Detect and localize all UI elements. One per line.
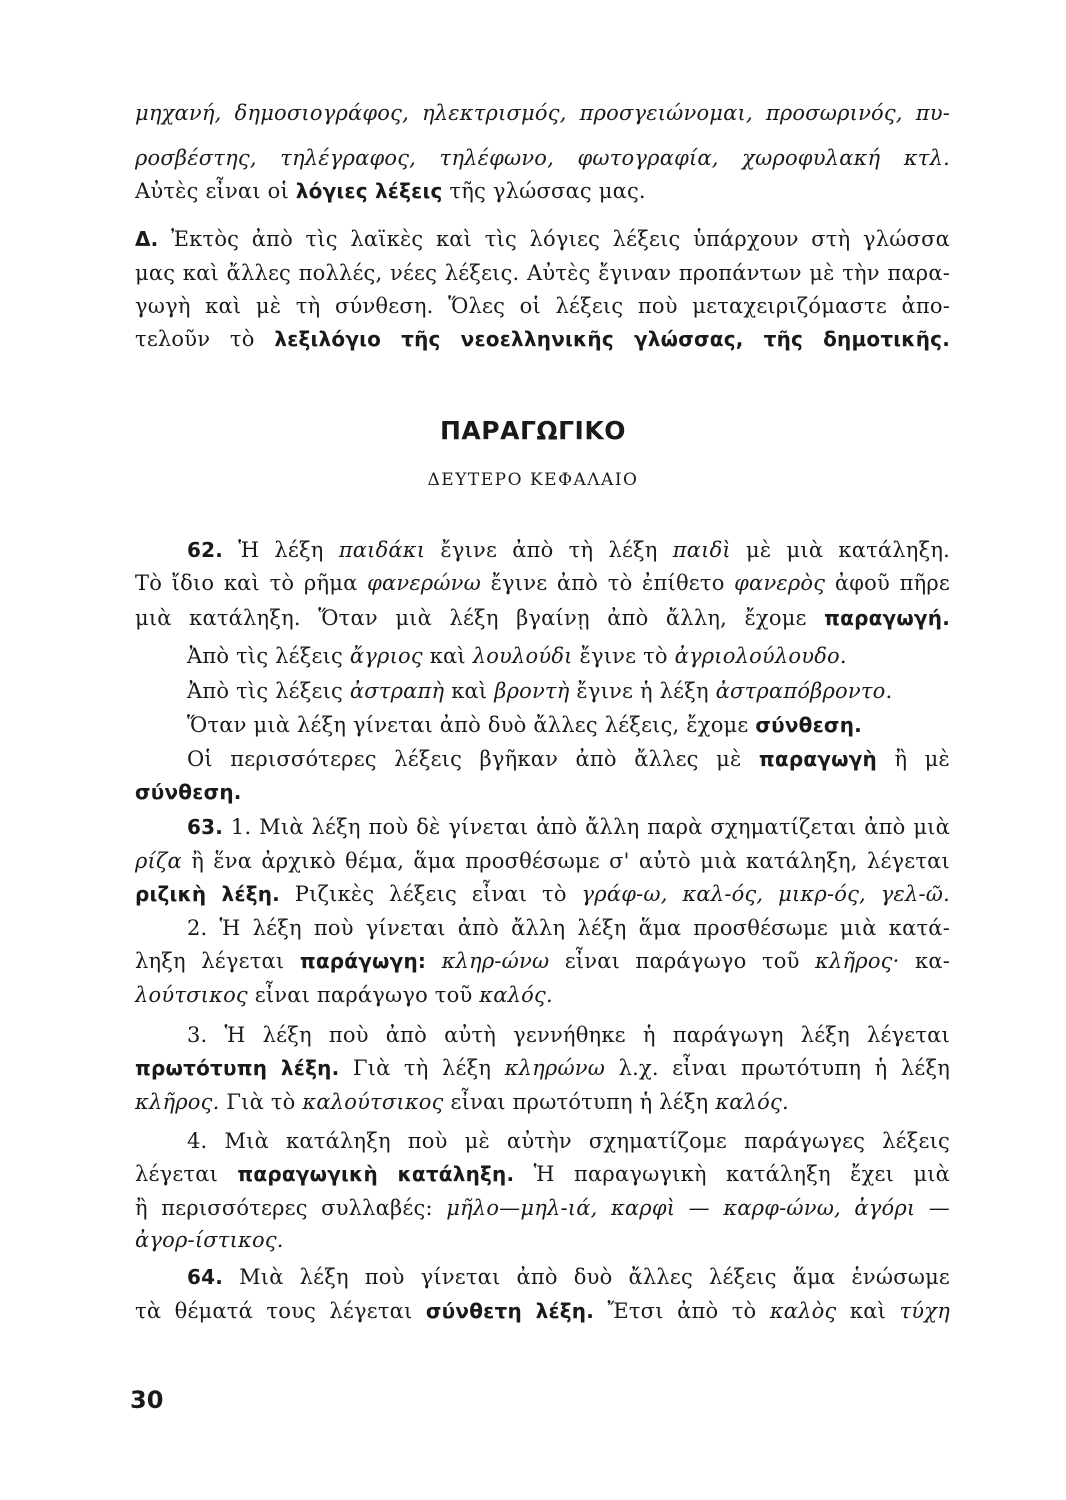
paragraph-number: 64.: [187, 1265, 224, 1289]
text-line: 63. 1. Μιὰ λέξη ποὺ δὲ γίνεται ἀπὸ ἄλλη παρὰ σχηματίζεται ἀπὸ μιὰ: [187, 815, 950, 839]
text-line: λέγεται παραγωγικὴ κατάληξη. Ἡ παραγωγικὴ κατάληξη ἔχει μιὰ: [135, 1162, 951, 1186]
text-line: τελοῦν τὸ λεξιλόγιο τῆς νεοελληνικῆς γλώσσας, τῆς δημοτικῆς.: [135, 327, 950, 351]
bold-term: παράγωγη:: [299, 949, 427, 973]
text-line: κλῆρος. Γιὰ τὸ καλούτσικος εἶναι πρωτότυπη ἡ λέξη καλός.: [135, 1090, 789, 1114]
bold-term: πρωτότυπη λέξη.: [135, 1056, 340, 1080]
bold-term: παραγωγικὴ κατάληξη.: [237, 1162, 515, 1186]
text-line: ἀγορ-ίστικος.: [135, 1228, 284, 1252]
bold-term: παραγωγή.: [824, 606, 950, 630]
text-line: γωγὴ καὶ μὲ τὴ σύνθεση. Ὅλες οἱ λέξεις ποὺ μεταχειριζόμαστε ἀπο-: [135, 294, 950, 318]
chapter-subtitle: ΔΕΥΤΕΡΟ ΚΕΦΑΛΑΙΟ: [427, 470, 639, 490]
bold-term: λόγιες λέξεις: [295, 179, 443, 203]
text-line: Οἱ περισσότερες λέξεις βγῆκαν ἀπὸ ἄλλες μὲ παραγωγὴ ἢ μὲ: [187, 747, 951, 771]
paragraph-number: 63.: [187, 815, 224, 839]
text-line: τὰ θέματά τους λέγεται σύνθετη λέξη. Ἔτσι ἀπὸ τὸ καλὸς καὶ τύχη: [135, 1299, 950, 1323]
text-line: ριζικὴ λέξη. Ριζικὲς λέξεις εἶναι τὸ γράφ-ω, καλ-ός, μικρ-ός, γελ-ῶ.: [135, 882, 950, 906]
paragraph-label: Δ.: [135, 227, 159, 251]
text-line: 62. Ἡ λέξη παιδάκι ἔγινε ἀπὸ τὴ λέξη παιδὶ μὲ μιὰ κατάληξη.: [187, 538, 950, 562]
text-line: Ἀπὸ τὶς λέξεις ἀστραπὴ καὶ βροντὴ ἔγινε ἡ λέξη ἀστραπόβροντο.: [187, 679, 893, 703]
text-line: Δ. Ἐκτὸς ἀπὸ τὶς λαϊκὲς καὶ τὶς λόγιες λέξεις ὑπάρχουν στὴ γλώσσα: [135, 227, 950, 251]
text-line: 2. Ἡ λέξη ποὺ γίνεται ἀπὸ ἄλλη λέξη ἅμα προσθέσωμε μιὰ κατά-: [187, 916, 950, 940]
text-line: ρίζα ἢ ἕνα ἀρχικὸ θέμα, ἅμα προσθέσωμε σ' αὐτὸ μιὰ κατάληξη, λέγεται: [135, 849, 950, 873]
text-line: 3. Ἡ λέξη ποὺ ἀπὸ αὐτὴ γεννήθηκε ἡ παράγωγη λέξη λέγεται: [187, 1023, 950, 1047]
text-line: ἢ περισσότερες συλλαβές: μῆλο—μηλ-ιά, καρφὶ — καρφ-ώνω, ἀγόρι —: [135, 1196, 950, 1220]
text-line: [135, 777, 950, 807]
paragraph-number: 62.: [187, 538, 224, 562]
text-line: 64. Μιὰ λέξη ποὺ γίνεται ἀπὸ δυὸ ἄλλες λέξεις ἅμα ἑνώσωμε: [187, 1265, 950, 1289]
text-line: Τὸ ἴδιο καὶ τὸ ρῆμα φανερώνω ἔγινε ἀπὸ τὸ ἐπίθετο φανερὸς ἀφοῦ πῆρε: [135, 571, 950, 595]
text-line: μηχανή, δημοσιογράφος, ηλεκτρισμός, προσγειώνομαι, προσωρινός, πυ-: [135, 101, 950, 125]
text-line: 4. Μιὰ κατάληξη ποὺ μὲ αὐτὴν σχηματίζομε παράγωγες λέξεις: [187, 1129, 950, 1153]
bold-term: σύνθεση.: [135, 780, 242, 804]
text-line: μας καὶ ἄλλες πολλές, νέες λέξεις. Αὐτὲς ἔγιναν προπάντων μὲ τὴν παρα-: [135, 261, 950, 285]
text-line: μιὰ κατάληξη. Ὅταν μιὰ λέξη βγαίνῃ ἀπὸ ἄλλη, ἔχομε παραγωγή.: [135, 606, 950, 630]
bold-term: παραγωγὴ: [758, 747, 877, 771]
text-line: πρωτότυπη λέξη. Γιὰ τὴ λέξη κληρώνω λ.χ. εἶναι πρωτότυπη ἡ λέξη: [135, 1056, 950, 1080]
text-line: Ἀπὸ τὶς λέξεις ἄγριος καὶ λουλούδι ἔγινε τὸ ἀγριολούλουδο.: [187, 644, 847, 668]
text-line: Ὅταν μιὰ λέξη γίνεται ἀπὸ δυὸ ἄλλες λέξεις, ἔχομε σύνθεση.: [187, 713, 862, 737]
text-line: λούτσικος εἶναι παράγωγο τοῦ καλός.: [135, 983, 553, 1007]
page-number: 30: [130, 1386, 164, 1414]
text-line: ληξη λέγεται παράγωγη: κληρ-ώνω εἶναι παράγωγο τοῦ κλῆρος· κα-: [135, 949, 950, 973]
text-line: Αὐτὲς εἶναι οἱ λόγιες λέξεις τῆς γλώσσας μας.: [135, 179, 646, 203]
section-title: ΠΑΡΑΓΩΓΙΚΟ: [440, 416, 626, 445]
bold-term: λεξιλόγιο τῆς νεοελληνικῆς γλώσσας, τῆς δημοτικῆς.: [274, 327, 950, 351]
text-line: ροσβέστης, τηλέγραφος, τηλέφωνο, φωτογραφία, χωροφυλακή κτλ.: [135, 146, 950, 170]
bold-term: σύνθεση.: [755, 713, 862, 737]
bold-term: ριζικὴ λέξη.: [135, 882, 280, 906]
bold-term: σύνθετη λέξη.: [425, 1299, 595, 1323]
